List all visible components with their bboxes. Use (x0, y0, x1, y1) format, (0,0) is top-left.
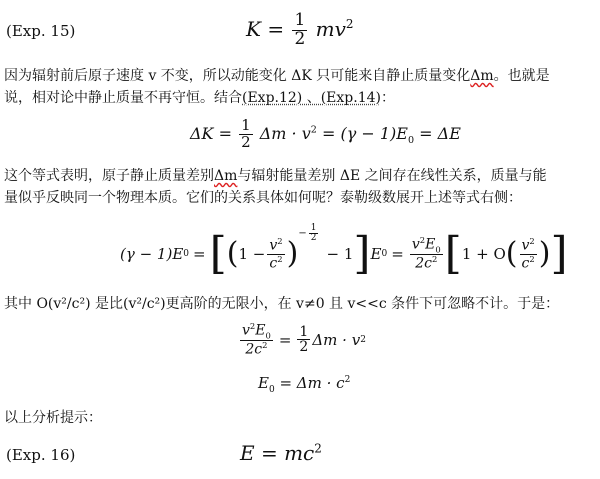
para2-line1-text: 这个等式表明，原子静止质量差别 (4, 168, 214, 184)
eq-dk-sub: 0 (407, 134, 415, 146)
exp16-rhs: = mc (260, 441, 315, 465)
eq-e0-rhs: = Δm · c (279, 374, 345, 392)
eq-delta-k (190, 118, 461, 151)
para1-line2-text: 说，相对论中静止质量不再守恒。结合 (4, 90, 242, 106)
eq-series-rhs-v: v (411, 236, 420, 253)
para2-line2: 量似乎反映同一个物理本质。它们的关系具体如何呢？泰勒级数展开上述等式右侧： (4, 190, 522, 206)
eq-dk-part2: = (γ − 1)E (321, 123, 408, 143)
eq-series-right-bracket: ] (353, 228, 371, 279)
eq-e0 (258, 374, 350, 395)
eq-series-o-v: v (521, 237, 530, 254)
eq-series-rhs-e-sub: 0 (435, 244, 441, 255)
eq-half-den-sup: 2 (262, 340, 268, 351)
eq-series-exp-den: 2 (310, 233, 317, 244)
eq-series-rhs-right-bracket: ] (550, 228, 568, 279)
exp15-fraction (292, 12, 307, 49)
eq-series-e-sub: 0 (381, 249, 388, 259)
eq-series-exponent (298, 224, 320, 244)
eq-series-exp-frac (309, 224, 319, 244)
eq-half-lhs-frac (240, 322, 273, 358)
eq-half (238, 322, 366, 358)
eq-series-v-sup: 2 (277, 236, 283, 247)
exp15-rhs-sup: 2 (345, 17, 354, 32)
eq-half-rhs-frac (297, 325, 310, 355)
eq-dk-frac-num: 1 (241, 116, 251, 134)
exp15-label: (Exp. 15) (6, 22, 76, 40)
eq-dk-fraction (239, 118, 253, 151)
eq-half-e-sub: 0 (265, 330, 271, 341)
para3: 其中 O(v²/c²) 是比(v²/c²)更高阶的无限小，在 v≠0 且 v<<c 条件下可忽略不计。于是： (4, 296, 560, 312)
eq-series-o-frac (520, 237, 537, 271)
eq-half-eq: = (278, 330, 292, 349)
eq-half-rhs-den: 2 (299, 339, 309, 356)
eq-series-rhs-frac (410, 236, 443, 272)
eq-series-rhs-v-sup: 2 (419, 235, 426, 246)
exp15-rhs: mv (315, 16, 346, 41)
exp16-equation (240, 441, 322, 465)
eq-series (120, 223, 568, 282)
para1-line1-text: 因为辐射前后原子速度 v 不变，所以动能变化 ΔK 只可能来自静止质量变化 (4, 68, 471, 84)
exp15-equation (246, 12, 354, 49)
exp16-lhs: E (240, 441, 255, 465)
eq-series-one-plus-o: 1 + O (461, 245, 506, 263)
eq-series-lhs-sub: 0 (183, 249, 190, 259)
para1-line2-end: ： (380, 90, 395, 106)
eq-series-o-v-sup: 2 (529, 236, 535, 247)
exp15-frac-num: 1 (294, 10, 306, 30)
eq-series-rhs-left-bracket: [ (444, 228, 462, 279)
eq-half-tail-sup: 2 (360, 334, 366, 345)
exp15-lhs: K (246, 16, 261, 41)
eq-series-exp-minus: − (298, 228, 307, 240)
para2-line1 (4, 168, 547, 184)
para1-line2 (4, 90, 395, 106)
eq-half-rhs-num: 1 (299, 323, 309, 340)
eq-series-v2-c2 (267, 237, 284, 271)
eq-series-eq2: = (391, 245, 404, 263)
exp16-label: (Exp. 16) (6, 446, 76, 464)
eq-series-rhs-den: 2c (415, 256, 432, 273)
eq-series-one-minus: 1 − (238, 245, 266, 263)
eq-series-eq: = (193, 245, 206, 263)
para2-line1-end: 与辐射能量差别 ΔE 之间存在线性关系，质量与能 (237, 168, 547, 184)
eq-series-exp-num: 1 (310, 223, 317, 233)
eq-dk-part3: = ΔE (419, 123, 461, 143)
para1-exp-reference: (Exp.12) 、(Exp.14) (242, 90, 381, 106)
eq-series-rhs-e: E (425, 236, 436, 253)
eq-series-c-sup: 2 (277, 253, 283, 264)
eq-series-o-c: c (521, 255, 530, 272)
eq-half-v-sup: 2 (249, 321, 256, 331)
exp16-sup: 2 (314, 441, 322, 456)
para2-delta-m: Δm (214, 168, 238, 184)
eq-half-e: E (255, 322, 266, 339)
eq-series-e: E (370, 245, 382, 263)
eq-series-lhs: (γ − 1)E (120, 245, 184, 263)
eq-series-right-paren: ) (286, 236, 299, 271)
eq-dk-frac-den: 2 (241, 132, 251, 151)
para1-delta-m: Δm (470, 68, 494, 84)
eq-series-c: c (269, 255, 278, 272)
eq-series-o-c-sup: 2 (529, 253, 535, 264)
eq-series-left-paren: ( (226, 236, 239, 271)
exp15-eq: = (267, 16, 285, 41)
eq-half-tail: Δm · v (312, 330, 361, 349)
eq-series-o-right-paren: ) (538, 236, 551, 271)
eq-dk-sup: 2 (310, 124, 317, 136)
eq-series-o-left-paren: ( (505, 236, 518, 271)
eq-series-rhs-den-sup: 2 (431, 254, 438, 265)
eq-e0-sup: 2 (344, 375, 351, 385)
eq-series-v: v (269, 237, 278, 254)
para1-line1 (4, 68, 550, 84)
para1-line1-end: 。也就是 (493, 68, 550, 84)
eq-dk-part1: Δm · v (259, 123, 311, 143)
eq-series-left-bracket: [ (209, 228, 227, 279)
eq-e0-sub: 0 (268, 385, 275, 395)
exp15-frac-den: 2 (294, 28, 306, 49)
eq-half-v: v (242, 322, 250, 339)
eq-dk-lhs: ΔK = (190, 123, 232, 143)
eq-series-minus-one: − 1 (326, 245, 354, 263)
eq-e0-lhs: E (258, 374, 269, 392)
eq-half-den: 2c (245, 341, 263, 358)
para4: 以上分析提示： (4, 410, 102, 426)
